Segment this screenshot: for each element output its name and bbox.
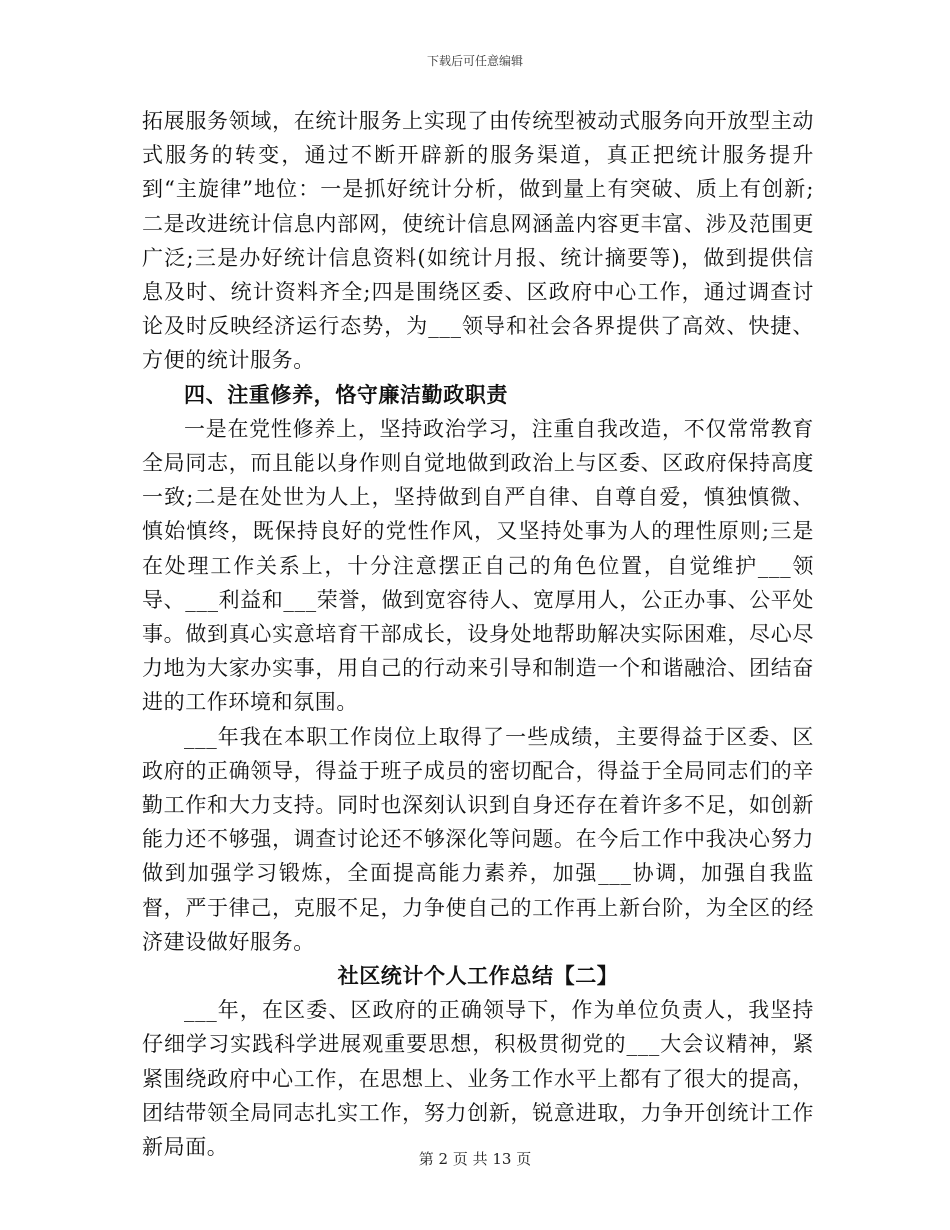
page-number: 第 2 页 共 13 页 bbox=[418, 1150, 532, 1168]
section-title-two: 社区统计个人工作总结【二】 bbox=[337, 963, 619, 989]
document-body bbox=[142, 104, 814, 1164]
paragraph-summary-intro: ___年，在区委、区政府的正确领导下，作为单位负责人，我坚持仔细学习实践科学进展观重要思想，积极贯彻党的___大会议精神，紧紧围绕政府中心工作，在思想上、业务工作水平上都有了很大的提高，团结带领全局同志扎实工作，努力创新，锐意进取，力争开创统计工作新局面。 bbox=[142, 998, 814, 1160]
paragraph-self-cultivation: 一是在党性修养上，坚持政治学习，注重自我改造，不仅常常教育全局同志，而且能以身作则自觉地做到政治上与区委、区政府保持高度一致;二是在处世为人上，坚持做到自严自律、自尊自爱，慎独慎微、慎始慎终，既保持良好的党性作风，又坚持处事为人的理性原则;三是在处理工作关系上，十分注意摆正自己的角色位置，自觉维护___领导、___利益和___荣誉，做到宽容待人、宽厚用人，公正办事、公平处事。做到真心实意培育干部成长，设身处地帮助解决实际困难，尽心尽力地为大家办实事，用自己的行动来引导和制造一个和谐融洽、团结奋进的工作环境和氛围。 bbox=[142, 416, 814, 715]
section-heading-four: 四、注重修养，恪守廉洁勤政职责 bbox=[184, 381, 508, 407]
page-header: 下载后可任意编辑 bbox=[426, 54, 523, 68]
paragraph-service-expansion: 拓展服务领域，在统计服务上实现了由传统型被动式服务向开放型主动式服务的转变，通过不断开辟新的服务渠道，真正把统计服务提升到“主旋律”地位：一是抓好统计分析，做到量上有突破、质上有创新;二是改进统计信息内部网，使统计信息网涵盖内容更丰富、涉及范围更广泛;三是办好统计信息资料(如统计月报、统计摘要等)，做到提供信息及时、统计资料齐全;四是围绕区委、区政府中心工作，通过调查讨论及时反映经济运行态势，为___领导和社会各界提供了高效、快捷、方便的统计服务。 bbox=[142, 109, 814, 373]
paragraph-achievements: ___年我在本职工作岗位上取得了一些成绩，主要得益于区委、区政府的正确领导，得益于班子成员的密切配合，得益于全局同志们的辛勤工作和大力支持。同时也深刻认识到自身还存在着许多不足，如创新能力还不够强，调查讨论还不够深化等问题。在今后工作中我决心努力做到加强学习锻炼，全面提高能力素养，加强___协调，加强自我监督，严于律己，克服不足，力争使自己的工作再上新台阶，为全区的经济建设做好服务。 bbox=[142, 724, 814, 954]
